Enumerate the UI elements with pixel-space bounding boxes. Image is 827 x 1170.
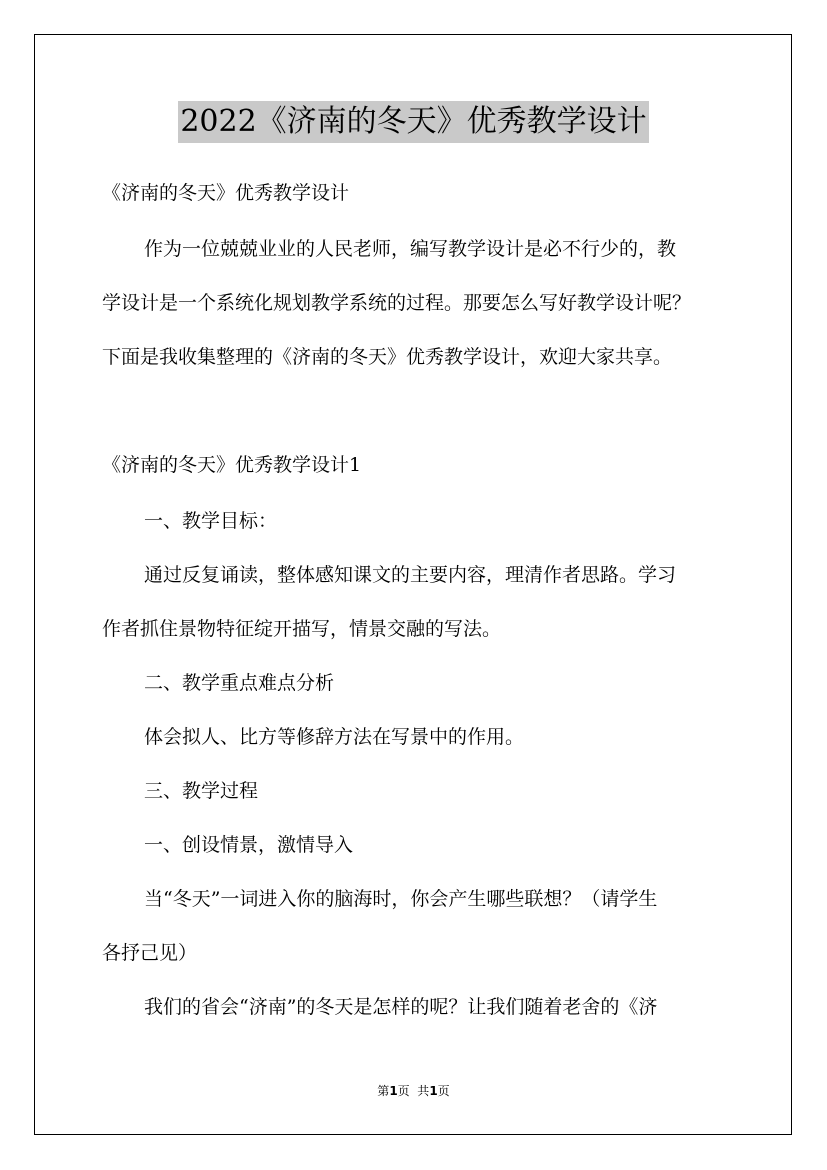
paragraph-line: 通过反复诵读，整体感知课文的主要内容，理清作者思路。学习 xyxy=(144,564,677,586)
footer-mid: 页 共 xyxy=(397,1084,430,1098)
paragraph-line: 体会拟人、比方等修辞方法在写景中的作用。 xyxy=(144,726,525,748)
paragraph-line: 当“冬天”一词进入你的脑海时，你会产生哪些联想？（请学生 xyxy=(144,888,658,910)
footer-page-number: 1 xyxy=(389,1084,398,1098)
paragraph-line: 作为一位兢兢业业的人民老师，编写教学设计是必不行少的，教 xyxy=(144,238,677,260)
paragraph-line: 下面是我收集整理的《济南的冬天》优秀教学设计，欢迎大家共享。 xyxy=(102,346,673,368)
paragraph-line: 学设计是一个系统化规划教学系统的过程。那要怎么写好教学设计呢？ xyxy=(102,292,692,314)
footer-page-total: 1 xyxy=(429,1084,438,1098)
section-heading: 二、教学重点难点分析 xyxy=(144,672,335,694)
section-heading: 三、教学过程 xyxy=(144,780,259,802)
footer-suffix: 页 xyxy=(437,1084,450,1098)
paragraph-line: 作者抓住景物特征绽开描写，情景交融的写法。 xyxy=(102,618,502,640)
footer-prefix: 第 xyxy=(377,1084,390,1098)
section-heading: 一、创设情景，激情导入 xyxy=(144,834,354,856)
document-title: 2022《济南的冬天》优秀教学设计 xyxy=(178,101,648,143)
paragraph-line: 我们的省会“济南”的冬天是怎样的呢？让我们随着老舍的《济 xyxy=(144,996,658,1018)
paragraph-line: 各抒己见） xyxy=(102,942,198,964)
section-heading: 《济南的冬天》优秀教学设计1 xyxy=(102,454,362,476)
section-heading: 一、教学目标： xyxy=(144,510,278,532)
subtitle-line: 《济南的冬天》优秀教学设计 xyxy=(102,182,350,204)
title-wrap xyxy=(0,101,827,143)
page-footer xyxy=(0,1083,827,1099)
